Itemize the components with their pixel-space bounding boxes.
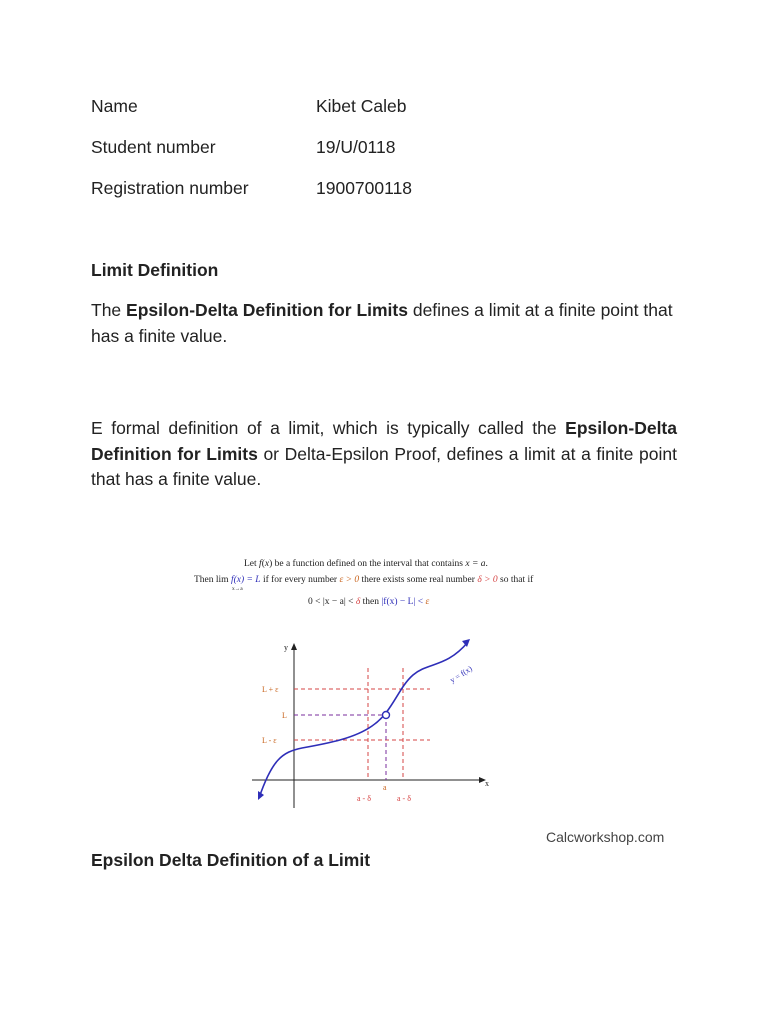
para1-pre: The — [91, 300, 127, 320]
info-label: Registration number — [91, 178, 249, 198]
label-l-plus-epsilon: L + ε — [262, 685, 279, 694]
x-axis-label: x — [485, 779, 489, 788]
para2-bold: Epsilon-Delta Definition for Limits — [91, 418, 677, 464]
label-l: L — [282, 711, 287, 720]
image-credit: Calcworkshop.com — [546, 829, 665, 845]
label-a: a — [383, 783, 387, 792]
para2-pre: E formal definition of a limit, which is typically called the — [91, 418, 566, 438]
function-curve — [259, 642, 468, 798]
curve-label: y = f(x) — [448, 664, 474, 685]
label-a-plus-delta: a - δ — [397, 794, 411, 803]
curve-right-arrow-icon — [462, 639, 470, 647]
para2-post: or Delta-Epsilon Proof, defines a limit at a finite point that has a finite value. — [91, 443, 677, 489]
paragraph-2 — [91, 416, 677, 493]
para1-post: defines a limit at a finite point that has a finite value. — [91, 300, 673, 346]
paragraph-1 — [91, 298, 677, 349]
figure-line-3: 0 < |x − a| < δ then |f(x) − L| < ε — [308, 597, 430, 607]
y-axis-arrow-icon — [291, 643, 297, 650]
figure-line-1: Let f(x) be a function defined on the interval that contains x = a. — [244, 559, 488, 569]
label-a-minus-delta: a - δ — [357, 794, 371, 803]
info-label: Name — [91, 96, 138, 116]
info-value: Kibet Caleb — [316, 96, 407, 116]
info-label: Student number — [91, 137, 216, 157]
figure-line-2: Then lim f(x) = L if for every number ε > 0 there exists some real number δ > 0 so that if — [194, 575, 534, 585]
info-value: 1900700118 — [316, 178, 413, 198]
hole-point — [383, 712, 390, 719]
para1-bold: Epsilon-Delta Definition for Limits — [126, 300, 408, 320]
label-l-minus-epsilon: L - ε — [262, 736, 277, 745]
bottom-heading: Epsilon Delta Definition of a Limit — [91, 850, 371, 870]
info-value: 19/U/0118 — [316, 137, 396, 157]
epsilon-delta-figure — [180, 546, 540, 816]
section-heading: Limit Definition — [91, 260, 219, 280]
figure-lim-subscript: x→a — [232, 586, 243, 592]
y-axis-label: y — [284, 643, 288, 652]
